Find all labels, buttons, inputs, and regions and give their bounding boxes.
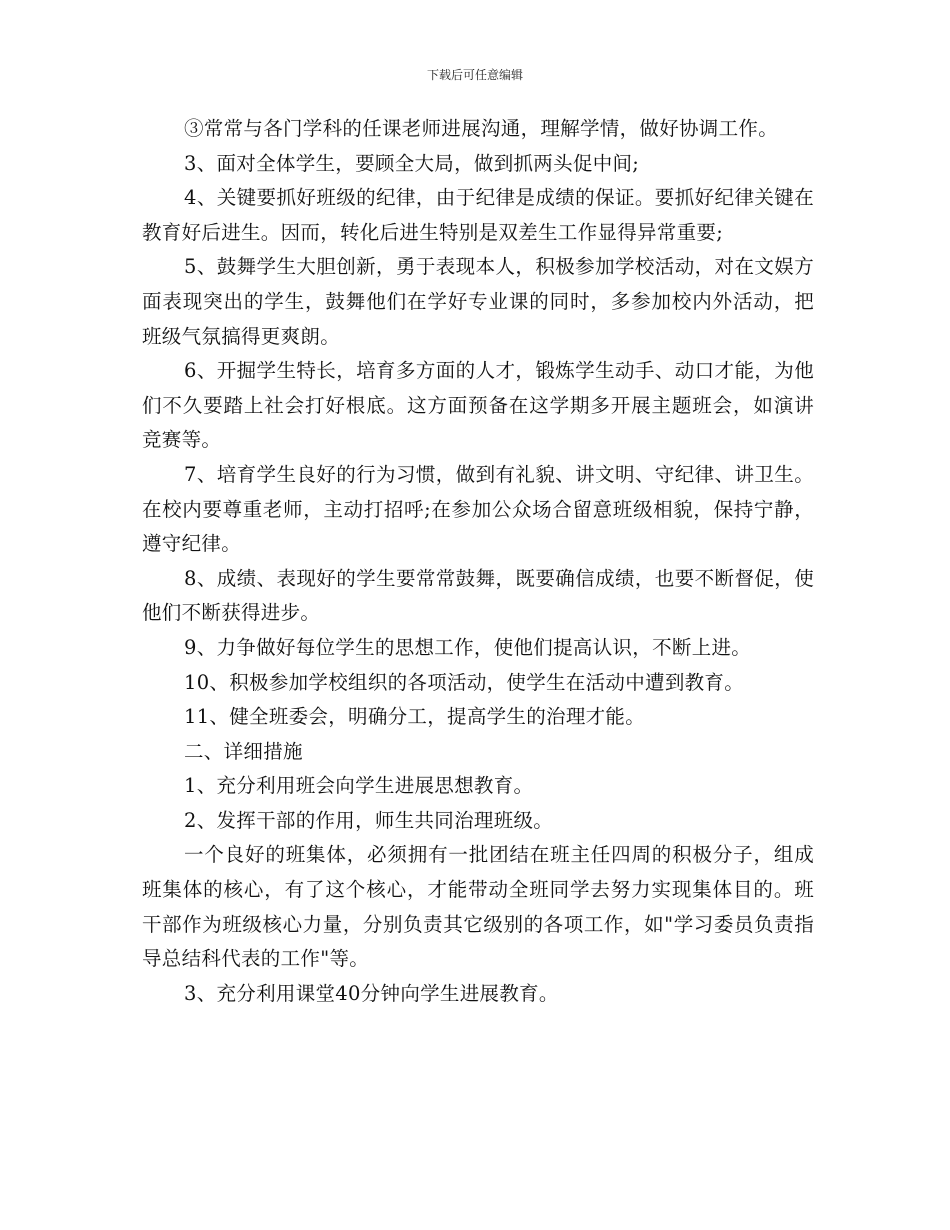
paragraph: 8、成绩、表现好的学生要常常鼓舞，既要确信成绩，也要不断督促，使他们不断获得进步。 [142, 566, 814, 625]
paragraph: 2、发挥干部的作用，师生共同治理班级。 [184, 808, 554, 832]
page-header-note: 下载后可任意编辑 [426, 68, 523, 82]
paragraph: 4、关键要抓好班级的纪律，由于纪律是成绩的保证。要抓好纪律关键在教育好后进生。因而，转化后进生特别是双差生工作显得异常重要; [142, 186, 814, 244]
section-heading: 二、详细措施 [184, 739, 303, 763]
paragraph: ③常常与各门学科的任课老师进展沟通，理解学情，做好协调工作。 [184, 117, 779, 140]
paragraph: 3、充分利用课堂40分钟向学生进展教育。 [184, 981, 559, 1005]
paragraph: 3、面对全体学生，要顾全大局，做到抓两头促中间; [184, 151, 640, 175]
paragraph: 6、开掘学生特长，培育多方面的人才，锻炼学生动手、动口才能，为他们不久要踏上社会打好根底。这方面预备在这学期多开展主题班会，如演讲竞赛等。 [142, 359, 814, 452]
paragraph: 5、鼓舞学生大胆创新，勇于表现本人，积极参加学校活动，对在文娱方面表现突出的学生，鼓舞他们在学好专业课的同时，多参加校内外活动，把班级气氛搞得更爽朗。 [142, 255, 814, 348]
paragraph: 10、积极参加学校组织的各项活动，使学生在活动中遭到教育。 [184, 670, 745, 694]
paragraph: 11、健全班委会，明确分工，提高学生的治理才能。 [184, 705, 646, 729]
document-body [142, 112, 814, 1011]
paragraph: 1、充分利用班会向学生进展思想教育。 [184, 774, 534, 798]
paragraph: 9、力争做好每位学生的思想工作，使他们提高认识，不断上进。 [184, 635, 752, 659]
paragraph: 7、培育学生良好的行为习惯，做到有礼貌、讲文明、守纪律、讲卫生。在校内要尊重老师，主动打招呼;在参加公众场合留意班级相貌，保持宁静，遵守纪律。 [142, 462, 814, 556]
paragraph: 一个良好的班集体，必须拥有一批团结在班主任四周的积极分子，组成班集体的核心，有了这个核心，才能带动全班同学去努力实现集体目的。班干部作为班级核心力量，分别负责其它级别的各项工作，如"学习委员负责指导总结科代表的工作"等。 [142, 843, 814, 971]
